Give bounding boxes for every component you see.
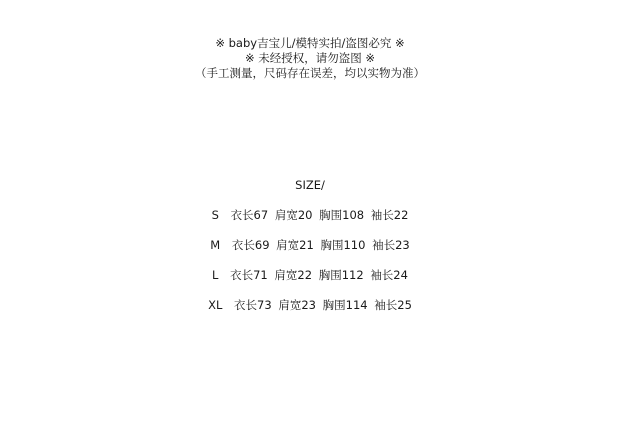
notice-line-authorization: ※ 未经授权，请勿盗图 ※ xyxy=(244,51,376,65)
size-row-xl xyxy=(0,298,620,313)
size-label: M xyxy=(210,238,221,252)
chest-value: 胸围114 xyxy=(322,298,368,312)
sleeve-value: 袖长23 xyxy=(372,238,410,252)
chest-value: 胸围108 xyxy=(319,208,365,222)
shoulder-value: 肩宽23 xyxy=(278,298,316,312)
shoulder-value: 肩宽20 xyxy=(274,208,313,222)
length-value: 衣长69 xyxy=(231,238,270,252)
size-chart xyxy=(0,178,620,328)
size-row-s xyxy=(0,208,620,223)
sleeve-value: 袖长24 xyxy=(370,268,408,282)
notice-line-brand: ※ baby吉宝儿/模特实拍/盗图必究 ※ xyxy=(215,36,405,50)
notice-line-measurement: （手工测量，尺码存在误差，均以实物为准） xyxy=(195,66,425,80)
sleeve-value: 袖长22 xyxy=(370,208,409,222)
length-value: 衣长67 xyxy=(230,208,269,222)
size-label: S xyxy=(211,208,219,222)
shoulder-value: 肩宽21 xyxy=(276,238,314,252)
chest-value: 胸围112 xyxy=(318,268,364,282)
length-value: 衣长71 xyxy=(230,268,268,282)
length-value: 衣长73 xyxy=(234,298,272,312)
size-label: L xyxy=(212,268,219,282)
size-row-m xyxy=(0,238,620,253)
shoulder-value: 肩宽22 xyxy=(274,268,313,282)
size-label: XL xyxy=(208,298,223,312)
size-chart-heading: SIZE/ xyxy=(295,178,325,192)
size-row-l xyxy=(0,268,620,283)
sleeve-value: 袖长25 xyxy=(374,298,412,312)
copyright-notice xyxy=(0,36,620,81)
chest-value: 胸围110 xyxy=(320,238,366,252)
